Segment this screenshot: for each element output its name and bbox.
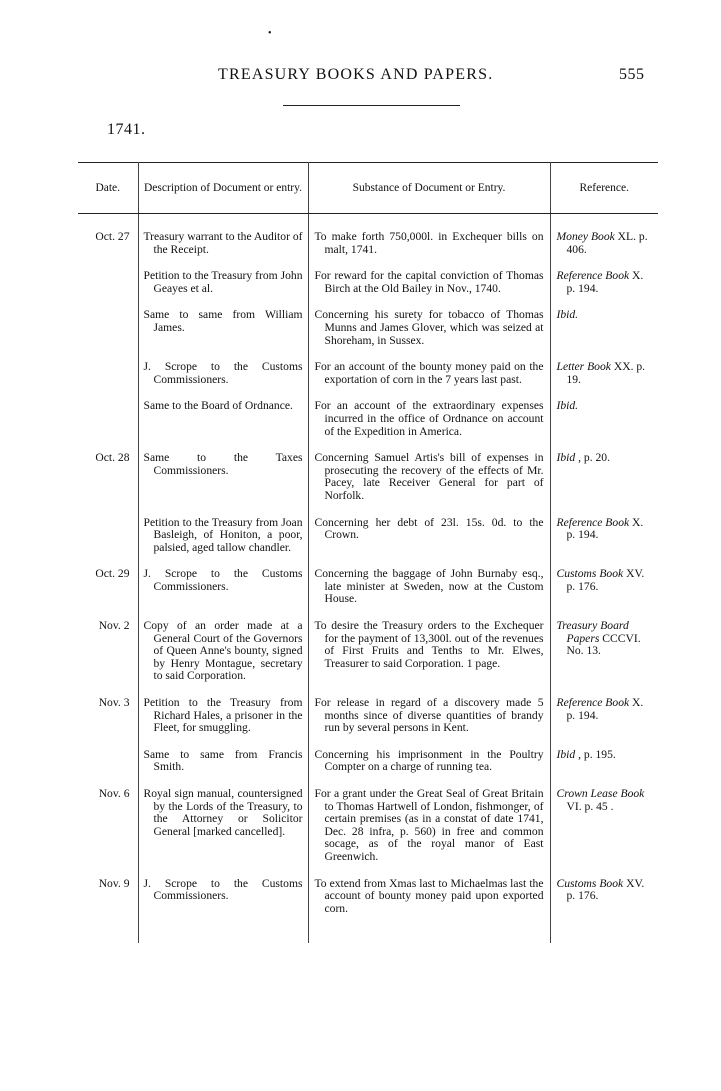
reference-book: Letter Book bbox=[556, 360, 611, 374]
table-row bbox=[78, 360, 658, 399]
entry-reference bbox=[557, 309, 653, 322]
page-mark: • bbox=[268, 28, 272, 39]
entry-reference bbox=[557, 568, 653, 593]
reference-cell bbox=[550, 399, 658, 451]
substance-cell bbox=[308, 308, 550, 360]
reference-book: Reference Book bbox=[556, 269, 630, 283]
reference-book: Ibid. bbox=[556, 308, 579, 322]
description-cell bbox=[138, 516, 308, 568]
calendar-table bbox=[78, 162, 658, 943]
reference-locator: CCCVI. No. 13. bbox=[566, 631, 641, 658]
description-cell bbox=[138, 619, 308, 696]
substance-cell bbox=[308, 269, 550, 308]
entry-reference bbox=[557, 270, 653, 295]
entry-description: Same to same from Francis Smith. bbox=[143, 747, 303, 774]
entry-substance: Concerning the baggage of John Burnaby esq., late minister at Sweden, now at the Custom House. bbox=[314, 567, 544, 606]
entry-date bbox=[78, 516, 138, 568]
description-cell bbox=[138, 399, 308, 451]
reference-book: Ibid bbox=[556, 747, 576, 761]
substance-cell bbox=[308, 619, 550, 696]
entry-substance: To make forth 750,000l. in Exchequer bills on malt, 1741. bbox=[314, 230, 544, 256]
entry-date: Nov. 9 bbox=[78, 877, 138, 944]
entry-description: Treasury warrant to the Auditor of the Receipt. bbox=[143, 230, 303, 256]
reference-cell bbox=[550, 308, 658, 360]
entry-date: Nov. 3 bbox=[78, 696, 138, 748]
entry-date bbox=[78, 399, 138, 451]
description-cell bbox=[138, 308, 308, 360]
entry-substance: For reward for the capital conviction of Thomas Birch at the Old Bailey in Nov., 1740. bbox=[314, 269, 544, 295]
table-row bbox=[78, 399, 658, 451]
reference-book: Ibid. bbox=[556, 399, 579, 413]
reference-cell bbox=[550, 619, 658, 696]
entry-date bbox=[78, 748, 138, 787]
description-cell bbox=[138, 230, 308, 269]
entry-reference bbox=[557, 231, 653, 256]
reference-locator: XV. p. 176. bbox=[566, 567, 645, 593]
table-header bbox=[78, 163, 658, 214]
entry-reference bbox=[557, 620, 653, 658]
reference-book: Money Book bbox=[556, 230, 615, 243]
reference-cell bbox=[550, 230, 658, 269]
entry-description: J. Scrope to the Customs Commissioners. bbox=[143, 360, 303, 386]
substance-cell bbox=[308, 567, 550, 619]
entry-reference bbox=[557, 361, 653, 386]
table-row bbox=[78, 230, 658, 269]
description-cell bbox=[138, 748, 308, 787]
entry-description: J. Scrope to the Customs Commissioners. bbox=[143, 567, 303, 593]
reference-book: Customs Book bbox=[556, 567, 624, 581]
table-row bbox=[78, 877, 658, 944]
reference-locator: X. p. 194. bbox=[566, 696, 644, 722]
table-row bbox=[78, 787, 658, 877]
reference-locator: , p. 20. bbox=[578, 451, 610, 465]
substance-cell bbox=[308, 877, 550, 944]
entry-reference bbox=[557, 452, 653, 465]
entry-substance: To extend from Xmas last to Michaelmas last the account of bounty money paid upon exported corn. bbox=[314, 876, 544, 915]
description-cell bbox=[138, 451, 308, 515]
reference-cell bbox=[550, 360, 658, 399]
entry-date: Oct. 29 bbox=[78, 567, 138, 619]
substance-cell bbox=[308, 230, 550, 269]
table-row bbox=[78, 567, 658, 619]
table-row bbox=[78, 308, 658, 360]
entry-substance: For an account of the extraordinary expenses incurred in the office of Ordnance on account of the Expedition in America. bbox=[314, 399, 544, 438]
entry-substance: Concerning his surety for tobacco of Thomas Munns and James Glover, which was seized at Shoreham, in Sussex. bbox=[314, 308, 544, 347]
year-heading: 1741. bbox=[107, 121, 146, 138]
entry-substance: Concerning Samuel Artis's bill of expenses in prosecuting the recovery of the effects of Mr. Pacey, late Receiver General for part of Norfolk. bbox=[314, 451, 544, 502]
entry-reference bbox=[557, 517, 653, 542]
table-row bbox=[78, 748, 658, 787]
reference-cell bbox=[550, 567, 658, 619]
entry-date bbox=[78, 269, 138, 308]
reference-book: Reference Book bbox=[556, 515, 630, 529]
reference-locator: X. p. 194. bbox=[566, 515, 644, 542]
entry-date: Oct. 28 bbox=[78, 451, 138, 515]
entry-description: Petition to the Treasury from Joan Basleigh, of Honiton, a poor, palsied, aged tallow chandler. bbox=[143, 515, 303, 554]
entry-substance: Concerning his imprisonment in the Poultry Compter on a charge of running tea. bbox=[314, 747, 544, 774]
reference-cell bbox=[550, 877, 658, 944]
entry-description: Same to same from William James. bbox=[143, 308, 303, 334]
entry-date: Nov. 2 bbox=[78, 619, 138, 696]
table-row bbox=[78, 269, 658, 308]
substance-cell bbox=[308, 516, 550, 568]
reference-locator: XV. p. 176. bbox=[566, 876, 645, 903]
entry-reference bbox=[557, 400, 653, 413]
description-cell bbox=[138, 567, 308, 619]
entry-description: Petition to the Treasury from John Geayes et al. bbox=[143, 269, 303, 295]
substance-cell bbox=[308, 748, 550, 787]
substance-cell bbox=[308, 360, 550, 399]
reference-cell bbox=[550, 451, 658, 515]
entry-description: Royal sign manual, countersigned by the Lords of the Treasury, to the Attorney or Solicitor General [marked cancelled]. bbox=[143, 787, 303, 838]
table-spacer bbox=[78, 214, 658, 231]
reference-cell bbox=[550, 748, 658, 787]
substance-cell bbox=[308, 696, 550, 748]
entry-reference bbox=[557, 878, 653, 903]
substance-cell bbox=[308, 451, 550, 515]
entry-reference bbox=[557, 749, 653, 762]
reference-book: Reference Book bbox=[556, 696, 630, 710]
reference-book: Customs Book bbox=[556, 876, 624, 890]
description-cell bbox=[138, 696, 308, 748]
entry-date: Nov. 6 bbox=[78, 787, 138, 877]
header-date: Date. bbox=[78, 163, 138, 214]
header-description: Description of Document or entry. bbox=[138, 163, 308, 214]
entry-substance: For an account of the bounty money paid on the exportation of corn in the 7 years last past. bbox=[314, 360, 544, 386]
header-rule bbox=[283, 105, 460, 106]
entry-substance: Concerning her debt of 23l. 15s. 0d. to the Crown. bbox=[314, 515, 544, 542]
table-row bbox=[78, 619, 658, 696]
running-head bbox=[0, 66, 721, 86]
description-cell bbox=[138, 787, 308, 877]
reference-locator: XL. p. 406. bbox=[566, 230, 648, 256]
reference-book: Crown Lease Book bbox=[556, 787, 645, 800]
entry-substance: For a grant under the Great Seal of Great Britain to Thomas Hartwell of London, fishmonger, of certain premises (as in a constat of date 1741, Dec. 28 infra, p. 560) in free and common socage, as of the royal manor of East Greenwich. bbox=[314, 787, 544, 863]
entry-description: Same to the Board of Ordnance. bbox=[143, 399, 293, 413]
table-row bbox=[78, 696, 658, 748]
description-cell bbox=[138, 269, 308, 308]
reference-locator: , p. 195. bbox=[578, 747, 616, 761]
page-number: 555 bbox=[619, 66, 645, 83]
entry-substance: To desire the Treasury orders to the Exchequer for the payment of 13,300l. out of the revenues of First Fruits and Tenths to Mr. Elwes, Treasurer to said Corporation. 1 page. bbox=[314, 619, 544, 670]
table-body bbox=[78, 214, 658, 944]
reference-cell bbox=[550, 696, 658, 748]
entry-description: Petition to the Treasury from Richard Hales, a prisoner in the Fleet, for smuggling. bbox=[143, 696, 303, 735]
reference-book: Treasury Board Papers bbox=[556, 619, 629, 645]
header-substance: Substance of Document or Entry. bbox=[308, 163, 550, 214]
description-cell bbox=[138, 360, 308, 399]
table-row bbox=[78, 516, 658, 568]
entry-reference bbox=[557, 697, 653, 722]
reference-locator: X. p. 194. bbox=[566, 269, 644, 295]
entry-description: Same to the Taxes Commissioners. bbox=[143, 451, 303, 477]
entry-date: Oct. 27 bbox=[78, 230, 138, 269]
entry-date bbox=[78, 360, 138, 399]
entry-date bbox=[78, 308, 138, 360]
substance-cell bbox=[308, 399, 550, 451]
reference-book: Ibid bbox=[556, 451, 576, 465]
running-title: TREASURY BOOKS AND PAPERS. bbox=[218, 66, 494, 83]
reference-cell bbox=[550, 516, 658, 568]
entry-description: J. Scrope to the Customs Commissioners. bbox=[143, 876, 303, 903]
description-cell bbox=[138, 877, 308, 944]
reference-locator: XX. p. 19. bbox=[566, 360, 646, 386]
entry-description: Copy of an order made at a General Court of the Governors of Queen Anne's bounty, signed by Henry Montague, secretary to said Corporation. bbox=[143, 619, 303, 683]
table-row bbox=[78, 451, 658, 515]
substance-cell bbox=[308, 787, 550, 877]
reference-cell bbox=[550, 787, 658, 877]
entry-reference bbox=[557, 788, 653, 813]
entry-substance: For release in regard of a discovery made 5 months since of diverse quantities of brandy run by several persons in Kent. bbox=[314, 696, 544, 735]
reference-cell bbox=[550, 269, 658, 308]
header-reference: Reference. bbox=[550, 163, 658, 214]
reference-locator: VI. p. 45 . bbox=[566, 799, 614, 813]
